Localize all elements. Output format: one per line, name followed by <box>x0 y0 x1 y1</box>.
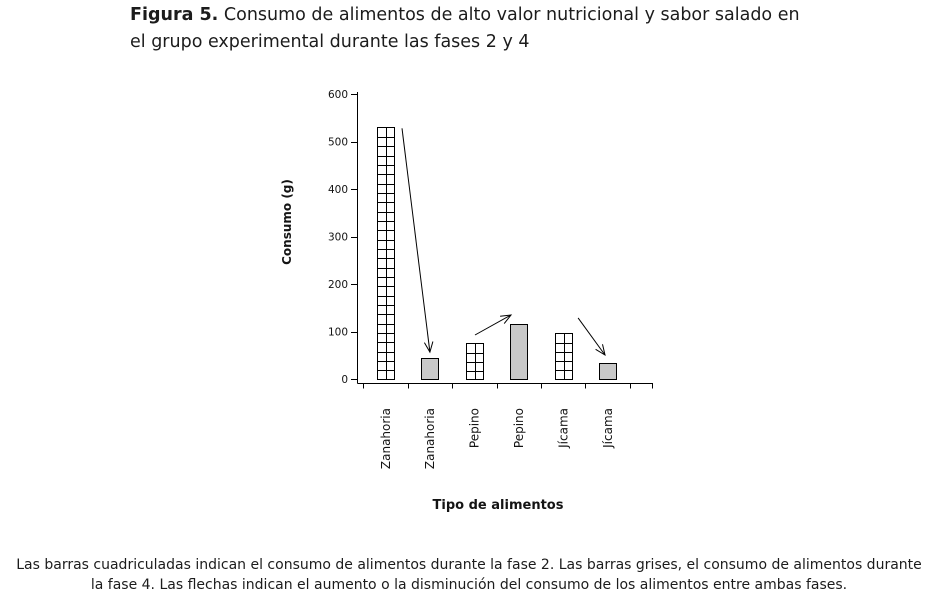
y-axis <box>328 89 358 386</box>
arrow-line <box>475 315 511 335</box>
arrows <box>402 128 605 355</box>
x-tick-label: Jícama <box>600 408 615 448</box>
bar-3-pepino-group <box>467 344 484 380</box>
x-axis-label: Tipo de alimentos <box>432 498 564 513</box>
bar-4-pepino <box>511 325 528 380</box>
figure-note-line: la fase 4. Las flechas indican el aumento o la disminución del consumo de los alimentos entre ambas fases. <box>90 577 848 593</box>
figure-title <box>130 2 800 56</box>
y-axis-label: Consumo (g) <box>280 179 294 265</box>
arrow-3 <box>578 318 605 355</box>
x-tick-label: Pepino <box>467 407 482 449</box>
figure-title-text: Consumo de alimentos de alto valor nutricional y sabor salado en <box>223 5 800 25</box>
figure-title-line <box>130 2 800 29</box>
x-axis <box>358 384 654 470</box>
arrow-head <box>500 315 511 324</box>
bar-2-zanahoria <box>422 359 439 380</box>
figure-title-text: el grupo experimental durante las fases 2 y 4 <box>130 32 530 52</box>
y-tick-label: 300 <box>327 231 348 244</box>
figure-title-line <box>130 29 800 56</box>
bar-5-jicama-group <box>556 334 573 380</box>
bar-1-zanahoria-group <box>378 128 395 380</box>
x-tick-label: Zanahoria <box>378 408 393 470</box>
bar-6-jicama <box>600 364 617 380</box>
figure-note-line: Las barras cuadriculadas indican el consumo de alimentos durante la fase 2. Las barras grises, el consumo de alimentos durante <box>16 557 922 573</box>
arrow-line <box>402 128 430 352</box>
arrow-line <box>578 318 605 355</box>
bar-6-jicama-group <box>600 364 617 380</box>
arrow-1 <box>402 128 433 352</box>
y-tick-label: 0 <box>341 373 348 386</box>
figure-note <box>0 555 938 595</box>
bar-4-pepino-group <box>511 325 528 380</box>
bars <box>378 128 617 380</box>
y-tick-label: 100 <box>327 326 348 339</box>
x-tick-label: Jícama <box>556 408 571 448</box>
bar-2-zanahoria-group <box>422 359 439 380</box>
y-tick-label: 600 <box>327 88 348 101</box>
y-tick-label: 400 <box>327 183 348 196</box>
figure-label: Figura 5. <box>130 5 219 25</box>
y-tick-label: 200 <box>327 278 348 291</box>
x-tick-label: Pepino <box>512 408 526 449</box>
y-tick-label: 500 <box>327 136 348 149</box>
x-tick-label: Zanahoria <box>423 408 438 470</box>
arrow-2 <box>475 315 511 335</box>
